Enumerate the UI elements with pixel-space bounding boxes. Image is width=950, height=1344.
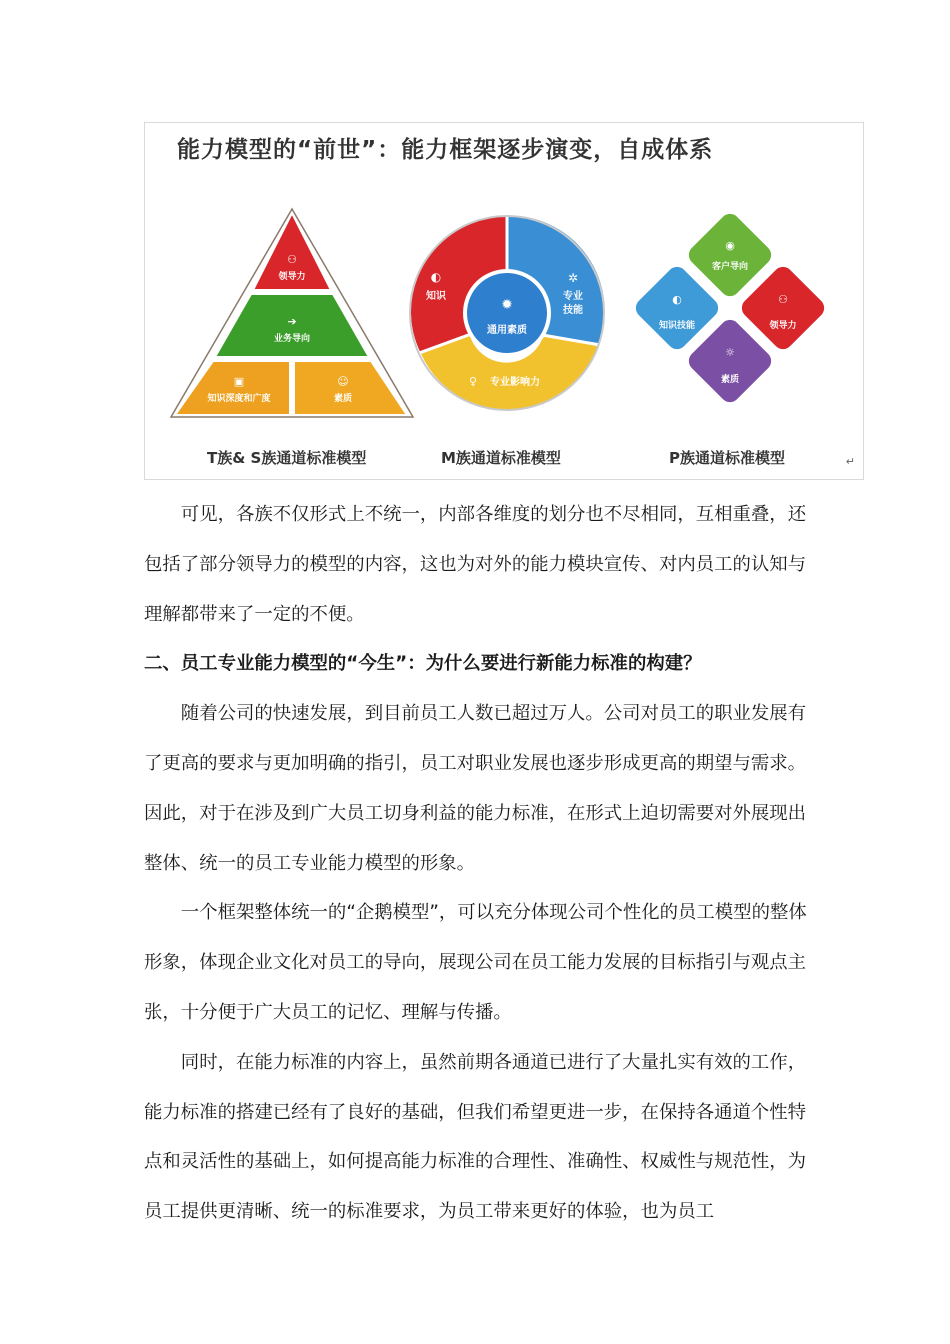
paragraph: 同时，在能力标准的内容上，虽然前期各通道已进行了大量扎实有效的工作，能力标准的搭建已经有了良好的基础，但我们希望更进一步，在保持各通道个性特点和灵活性的基础上，如何提高能力标准的合理性、准确性、权威性与规范性，为员工提供更清晰、统一的标准要求，为员工带来更好的体验，也为员工	[144, 1051, 807, 1223]
section-heading: 二、员工专业能力模型的“今生”：为什么要进行新能力标准的构建？	[144, 653, 702, 675]
quality-icon: ☼	[725, 346, 735, 359]
diamond-left-label: 知识技能	[658, 321, 696, 331]
ring-center-label: 通用素质	[487, 325, 527, 336]
ring-knowledge-label: 知识	[426, 291, 446, 302]
diamond-right-label: 领导力	[769, 321, 797, 331]
book-icon: ▣	[233, 375, 245, 388]
ring-skill-label-2: 技能	[563, 305, 583, 316]
pyramid-middle-label: 业务导向	[273, 334, 311, 344]
diamond-top-label: 客户导向	[711, 262, 749, 272]
pyramid-top-label: 领导力	[278, 272, 306, 282]
knowledge-icon: ◐	[430, 270, 442, 284]
handshake-icon: ◉	[725, 239, 735, 252]
ring-model	[409, 214, 606, 411]
gear-icon: ✲	[567, 271, 579, 285]
pyramid-bottom-right-layer	[294, 361, 407, 415]
paragraph: 可见，各族不仅形式上不统一，内部各维度的划分也不尽相同，互相重叠，还包括了部分领导力的模型的内容，这也为对外的能力模块宣传、对内员工的认知与理解都带来了一定的不便。	[144, 504, 807, 625]
influence-icon: ♀	[468, 375, 478, 388]
pyramid-bottom-left-label: 知识深度和广度	[207, 394, 271, 404]
caption-m-model: M族通道标准模型	[441, 449, 561, 467]
caption-ts-model: T族& S族通道标准模型	[207, 449, 367, 467]
pyramid-bottom-right-label: 素质	[333, 394, 353, 404]
competency-model-figure	[144, 122, 864, 480]
paragraph: 随着公司的快速发展，到目前员工人数已超过万人。公司对员工的职业发展有了更高的要求与更加明确的指引，员工对职业发展也逐步形成更高的期望与需求。因此，对于在涉及到广大员工切身利益的能力标准，在形式上迫切需要对外展现出整体、统一的员工专业能力模型的形象。	[144, 703, 807, 874]
paragraph: 一个框架整体统一的“企鹅模型”，可以充分体现公司个性化的员工模型的整体形象，体现企业文化对员工的导向，展现公司在员工能力发展的目标指引与观点主张，十分便于广大员工的记忆、理解与传播。	[144, 902, 807, 1023]
pyramid-top-icon: ⚇	[287, 253, 297, 266]
ring-center	[467, 273, 547, 353]
figure-title: 能力模型的“前世”：能力框架逐步演变，自成体系	[177, 137, 714, 163]
diamond-bottom-label: 素质	[720, 375, 740, 385]
diamond-model	[632, 210, 829, 407]
arrow-icon: ➔	[287, 315, 297, 328]
return-mark-icon: ↵	[845, 455, 855, 468]
pyramid-bottom-left-layer	[175, 361, 290, 415]
person-icon: ☺	[337, 375, 349, 388]
document-body	[144, 490, 812, 1237]
pyramid-model	[171, 209, 413, 417]
knowledge-skill-icon: ◐	[672, 293, 682, 306]
ring-skill-label-1: 专业	[563, 291, 583, 302]
leadership-icon: ⚇	[778, 293, 788, 306]
figure-graphics	[145, 123, 865, 481]
ring-influence-label: 专业影响力	[490, 377, 540, 388]
caption-p-model: P族通道标准模型	[669, 449, 785, 467]
lightbulb-icon: ✹	[501, 297, 513, 313]
